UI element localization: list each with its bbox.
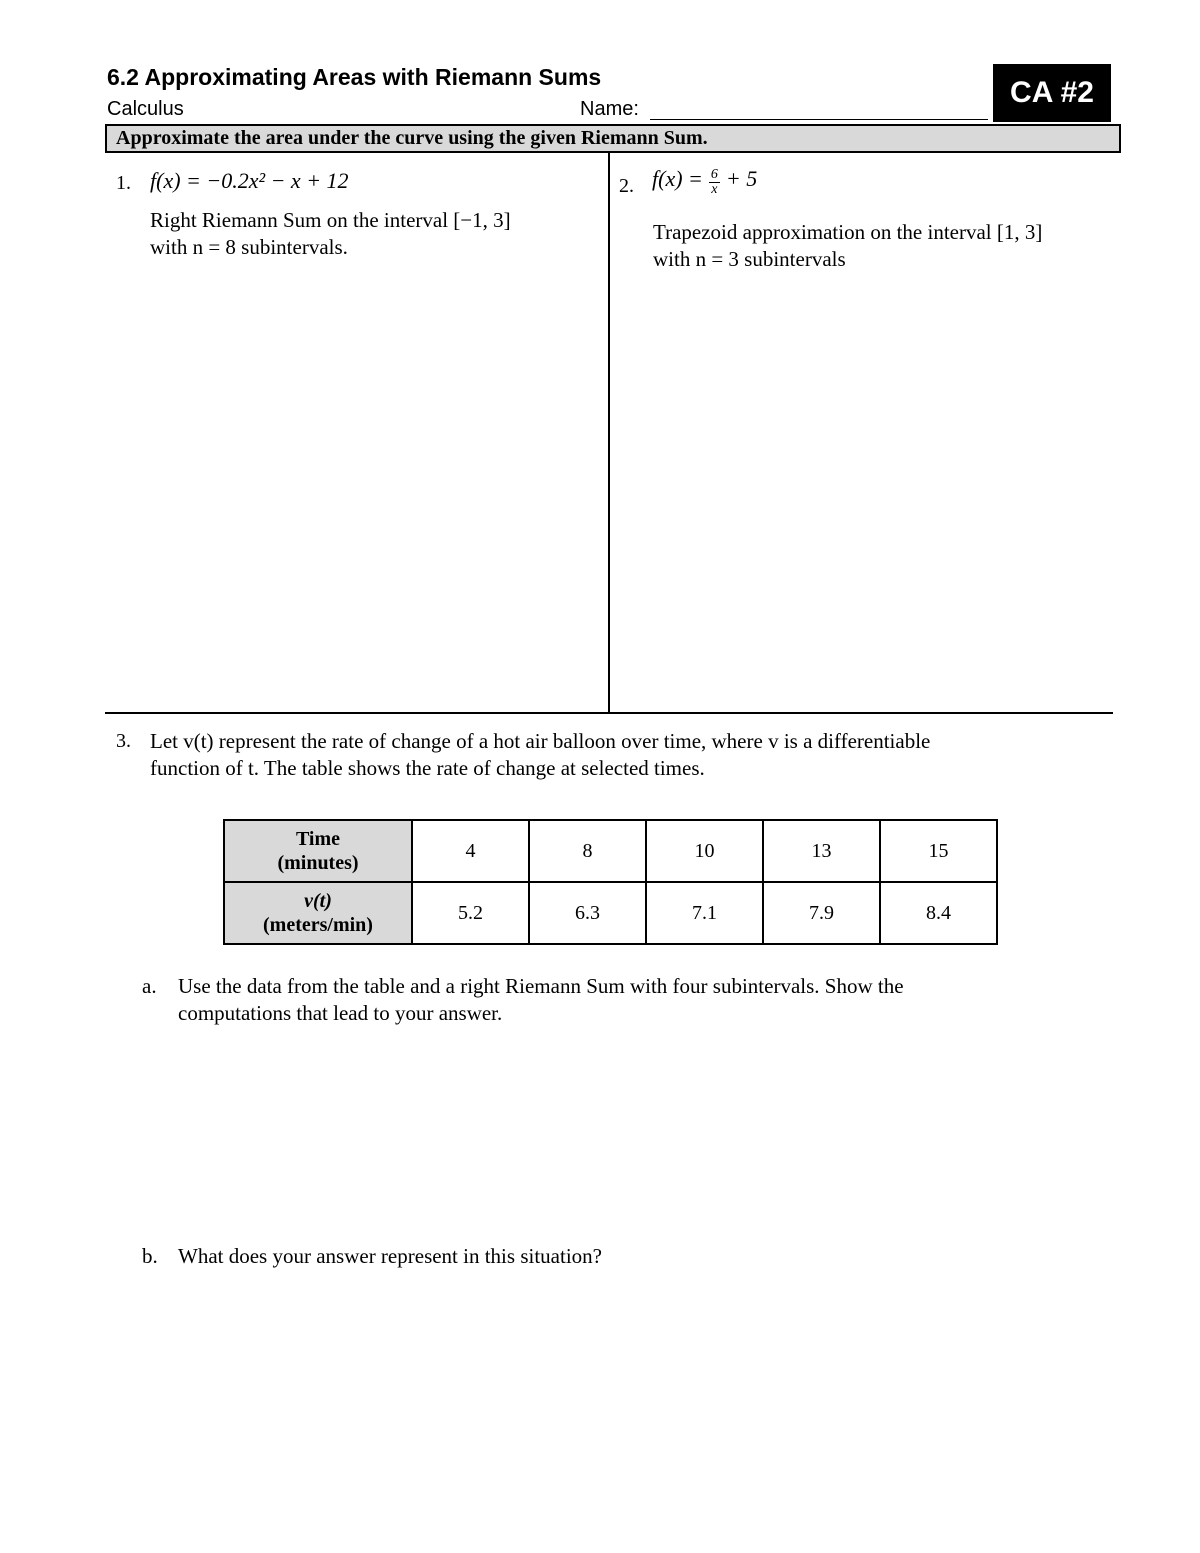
page-title: 6.2 Approximating Areas with Riemann Sums <box>107 64 602 90</box>
header-rate-label: v(t) <box>304 890 332 912</box>
table-cell: 8.4 <box>880 882 997 944</box>
header-rate-units: (meters/min) <box>263 914 373 936</box>
part-b-text: What does your answer represent in this situation? <box>178 1244 602 1268</box>
table-cell: 13 <box>763 820 880 882</box>
problem-2-fraction <box>709 168 720 197</box>
problem-2-line-2: with n = 3 subintervals <box>653 247 846 271</box>
problem-1-line-2: with n = 8 subintervals. <box>150 235 348 259</box>
problem-2-function-rhs: + 5 <box>725 166 758 191</box>
problem-2-line-1: Trapezoid approximation on the interval [1, 3] <box>653 220 1043 244</box>
table-cell: 6.3 <box>529 882 646 944</box>
part-a-line-1: Use the data from the table and a right Riemann Sum with four subintervals. Show the <box>178 974 904 998</box>
problem-1-function: f(x) = −0.2x² − x + 12 <box>150 168 349 193</box>
problem-2-work-area[interactable] <box>653 285 1093 700</box>
table-row <box>224 820 997 882</box>
problem-1-number: 1. <box>116 172 131 194</box>
name-field-line[interactable] <box>650 119 988 120</box>
table-header-time <box>224 820 412 882</box>
header-time-label: Time <box>295 828 341 850</box>
table-cell: 10 <box>646 820 763 882</box>
fraction-denominator: x <box>711 181 718 197</box>
table-cell: 4 <box>412 820 529 882</box>
subject-label: Calculus <box>107 98 184 120</box>
problem-3-number: 3. <box>116 730 131 752</box>
name-label: Name: <box>580 98 639 120</box>
table-cell: 15 <box>880 820 997 882</box>
problem-3-line-1: Let v(t) represent the rate of change of a hot air balloon over time, where v is a differentiable <box>150 729 931 753</box>
column-divider <box>608 152 610 713</box>
part-a-letter: a. <box>142 974 157 998</box>
header-time-units: (minutes) <box>277 852 359 874</box>
part-b-work-area[interactable] <box>178 1285 1078 1505</box>
problem-2-number: 2. <box>619 175 634 197</box>
part-a-line-2: computations that lead to your answer. <box>178 1001 503 1025</box>
problem-1-line-1: Right Riemann Sum on the interval [−1, 3] <box>150 208 511 232</box>
rate-table <box>223 819 998 945</box>
part-a-work-area[interactable] <box>178 1040 1078 1230</box>
table-cell: 5.2 <box>412 882 529 944</box>
instruction-bar: Approximate the area under the curve using the given Riemann Sum. <box>105 124 1121 153</box>
problem-3-line-2: function of t. The table shows the rate of change at selected times. <box>150 756 705 780</box>
problem-2-function-lhs: f(x) = <box>652 166 703 191</box>
table-row <box>224 882 997 944</box>
section-divider <box>105 712 1113 714</box>
table-cell: 7.9 <box>763 882 880 944</box>
table-cell: 8 <box>529 820 646 882</box>
table-cell: 7.1 <box>646 882 763 944</box>
problem-1-work-area[interactable] <box>150 270 590 700</box>
part-b-letter: b. <box>142 1244 158 1268</box>
problem-2-function <box>652 166 757 197</box>
table-header-rate <box>224 882 412 944</box>
assignment-badge: CA #2 <box>993 64 1111 122</box>
fraction-numerator: 6 <box>710 166 718 182</box>
